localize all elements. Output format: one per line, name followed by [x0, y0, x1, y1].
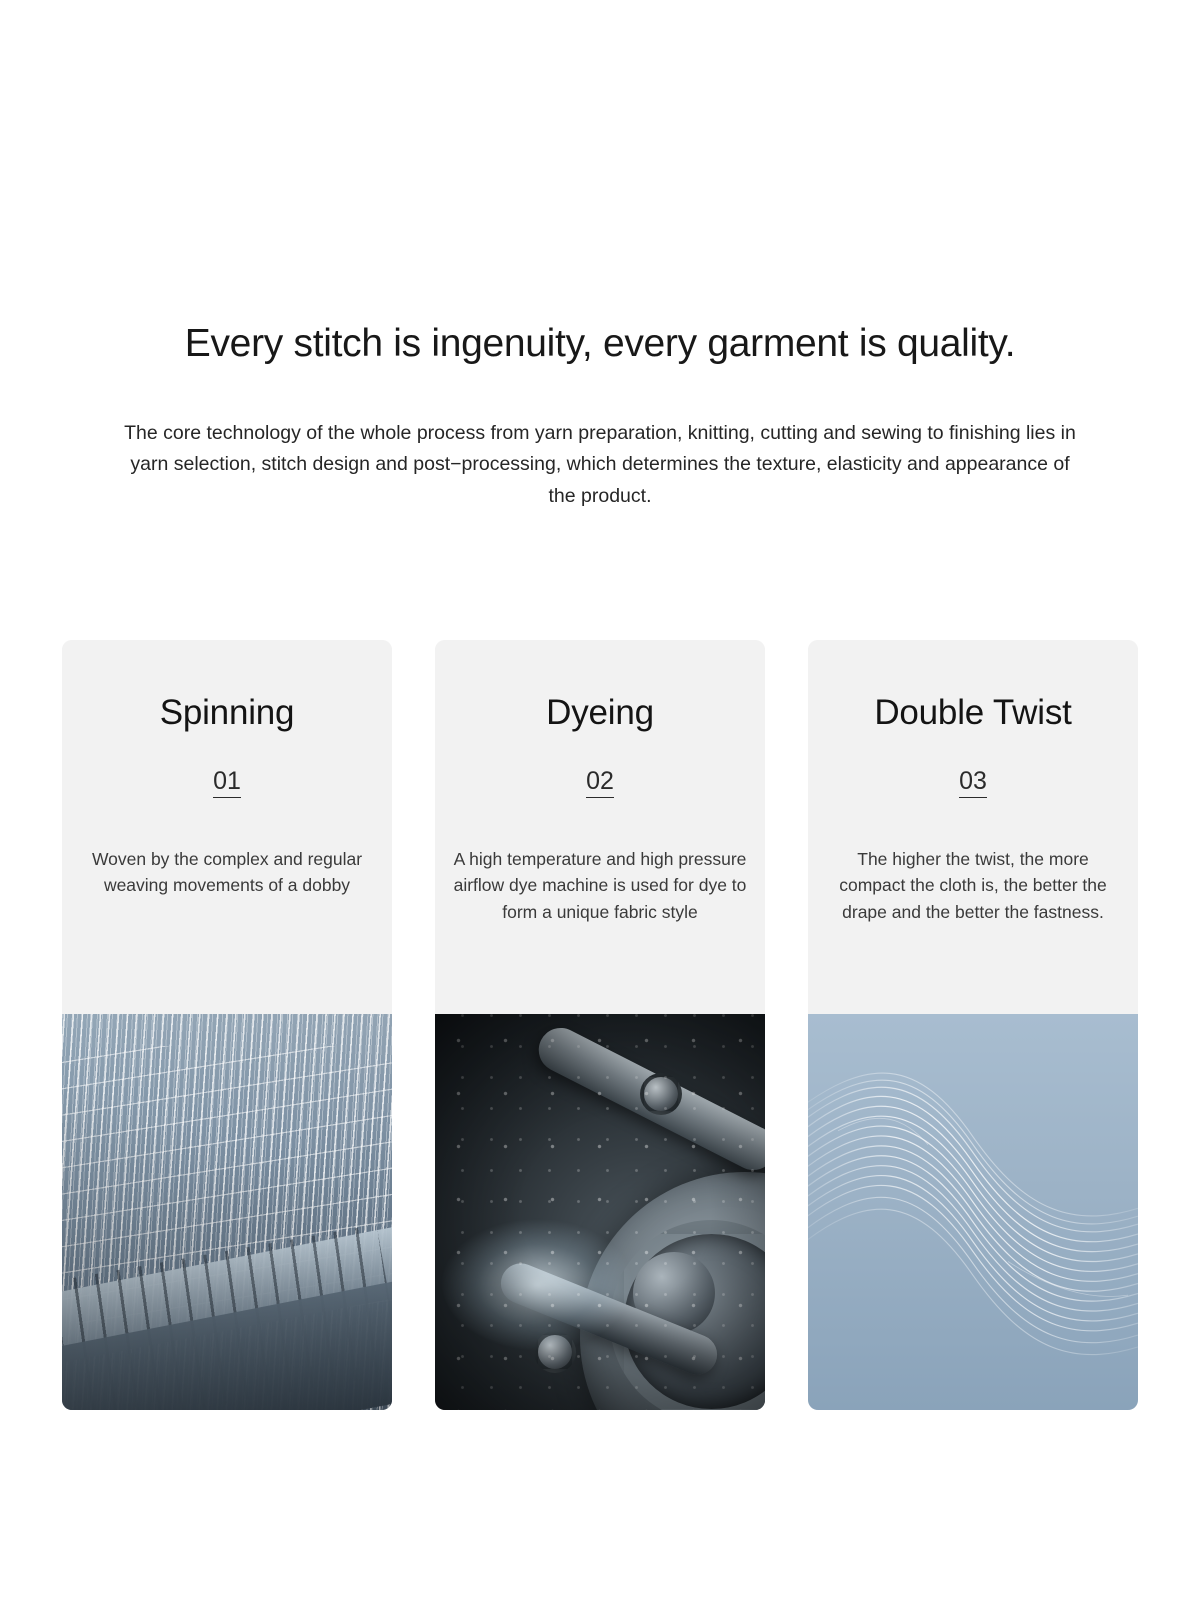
card-title: Dyeing: [546, 693, 654, 732]
card-header: [435, 640, 765, 1014]
page-title: Every stitch is ingenuity, every garment is quality.: [184, 322, 1016, 366]
card-description: Woven by the complex and regular weaving movements of a dobby: [91, 849, 363, 896]
card-header: [808, 640, 1138, 1014]
card-title: Double Twist: [874, 693, 1072, 732]
card-title: Spinning: [159, 693, 295, 732]
card-step-number: 01: [213, 768, 241, 799]
process-card-spinning[interactable]: [62, 640, 392, 1410]
dye-machine-photo: [435, 1014, 765, 1410]
page-subtitle: The core technology of the whole process from yarn preparation, knitting, cutting and sewing to finishing lies in yarn selection, stitch design and post−processing, which determines the texture, elasticity and appearance of the product.: [124, 421, 1076, 507]
card-description: A high temperature and high pressure airflow dye machine is used for dye to form a unique fabric style: [453, 849, 747, 922]
process-card-list: [62, 640, 1138, 1410]
weaving-loom-photo: [62, 1014, 392, 1410]
process-card-double-twist[interactable]: [808, 640, 1138, 1410]
card-description: The higher the twist, the more compact the cloth is, the better the drape and the better the fastness.: [839, 849, 1107, 922]
card-step-number: 03: [959, 768, 987, 799]
yarn-strands-graphic: [808, 1014, 1138, 1410]
card-header: [62, 640, 392, 1014]
twisted-yarn-photo: [808, 1014, 1138, 1410]
process-card-dyeing[interactable]: [435, 640, 765, 1410]
card-step-number: 02: [586, 768, 614, 799]
